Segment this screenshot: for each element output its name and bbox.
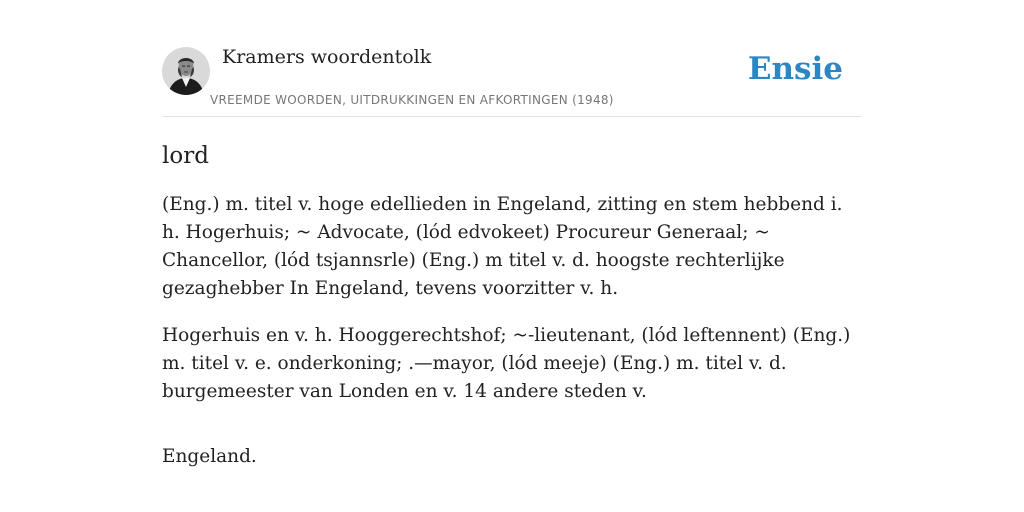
entry-definition	[162, 191, 862, 471]
definition-paragraph: Hogerhuis en v. h. Hooggerechtshof; ~-lieutenant, (lód leftennent) (Eng.) m. titel v. e. onderkoning; .—mayor, (lód meeje) (Eng.) m. titel v. d. burgemeester van Londen en v. 14 andere steden v.	[162, 325, 851, 402]
entry-card	[162, 44, 862, 490]
portrait-engraving-icon	[162, 47, 210, 95]
source-subtitle: VREEMDE WOORDEN, UITDRUKKINGEN EN AFKORTINGEN (1948)	[210, 93, 614, 107]
source-title[interactable]: Kramers woordentolk	[222, 46, 432, 68]
definition-paragraph: (Eng.) m. titel v. hoge edellieden in Engeland, zitting en stem hebbend i. h. Hogerhuis; ~ Advocate, (lód edvokeet) Procureur Generaal; ~ Chancellor, (lód tsjannsrle) (Eng.) m titel v. d. hoogste rechterlijke gezaghebber In Engeland, tevens voorzitter v. h.	[162, 194, 843, 299]
definition-paragraph: Engeland.	[162, 446, 257, 467]
ensie-logo[interactable]: Ensie	[747, 51, 843, 87]
entry-title: lord	[162, 143, 209, 169]
source-avatar[interactable]	[162, 47, 210, 95]
source-header	[162, 44, 862, 117]
